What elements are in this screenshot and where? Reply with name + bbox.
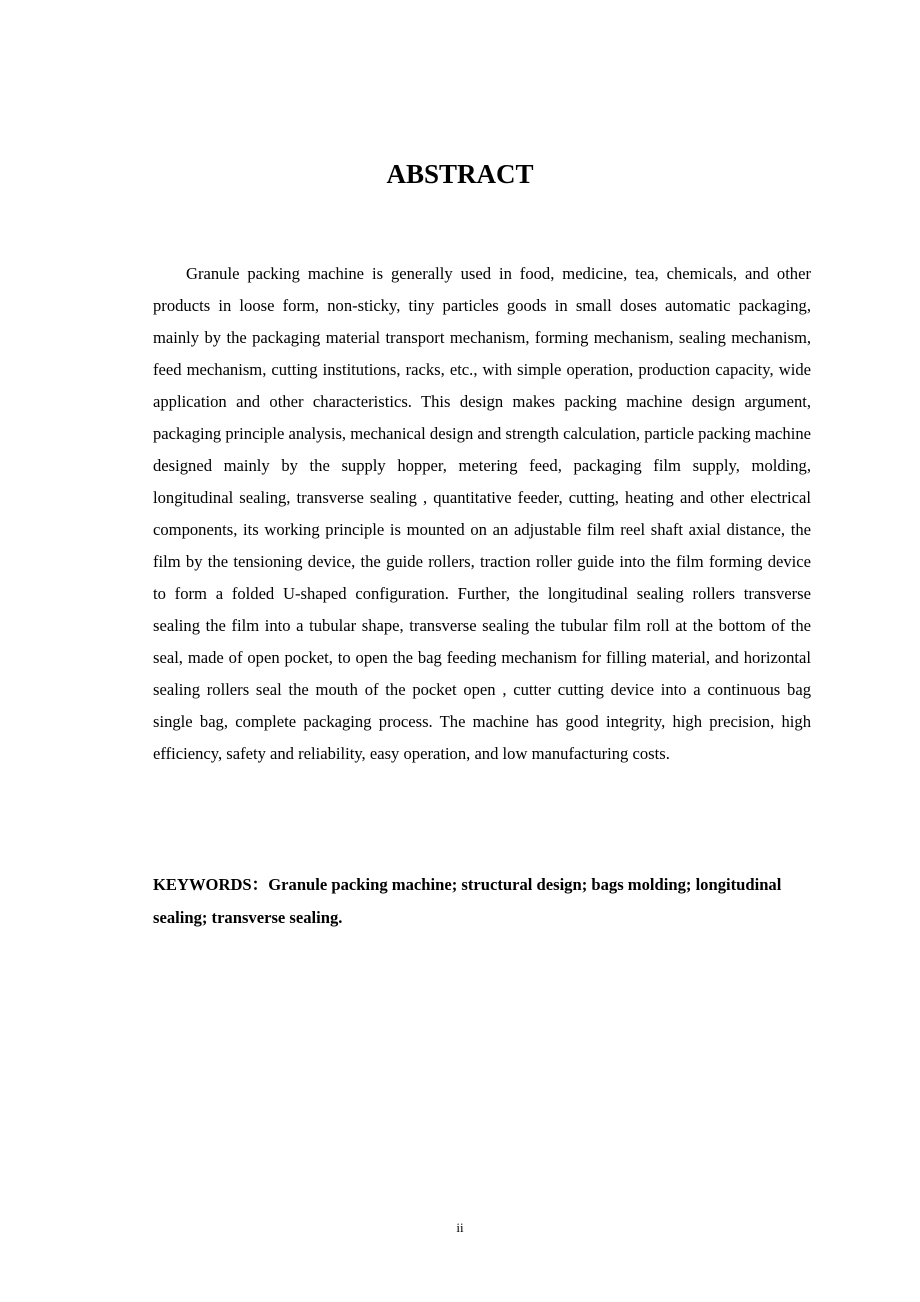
keywords-label: KEYWORDS： [153,875,269,894]
keywords-line [153,868,811,934]
keywords-text: Granule packing machine; structural design; bags molding; longitudinal sealing; transverse sealing. [153,875,782,927]
page-title: ABSTRACT [386,159,534,189]
page-number: ii [456,1220,464,1235]
abstract-body: Granule packing machine is generally used in food, medicine, tea, chemicals, and other products in loose form, non-sticky, tiny particles goods in small doses automatic packaging, mainly by the packaging material transport mechanism, forming mechanism, sealing mechanism, feed mechanism, cutting institutions, racks, etc., with simple operation, production capacity, wide application and other characteristics. This design makes packing machine design argument, packaging principle analysis, mechanical design and strength calculation, particle packing machine designed mainly by the supply hopper, metering feed, packaging film supply, molding, longitudinal sealing, transverse sealing , quantitative feeder, cutting, heating and other electrical components, its working principle is mounted on an adjustable film reel shaft axial distance, the film by the tensioning device, the guide rollers, traction roller guide into the film forming device to form a folded U-shaped configuration. Further, the longitudinal sealing rollers transverse sealing the film into a tubular shape, transverse sealing the tubular film roll at the bottom of the seal, made of open pocket, to open the bag feeding mechanism for filling material, and horizontal sealing rollers seal the mouth of the pocket open , cutter cutting device into a continuous bag single bag, complete packaging process. The machine has good integrity, high precision, high efficiency, safety and reliability, easy operation, and low manufacturing costs. [153,264,811,763]
